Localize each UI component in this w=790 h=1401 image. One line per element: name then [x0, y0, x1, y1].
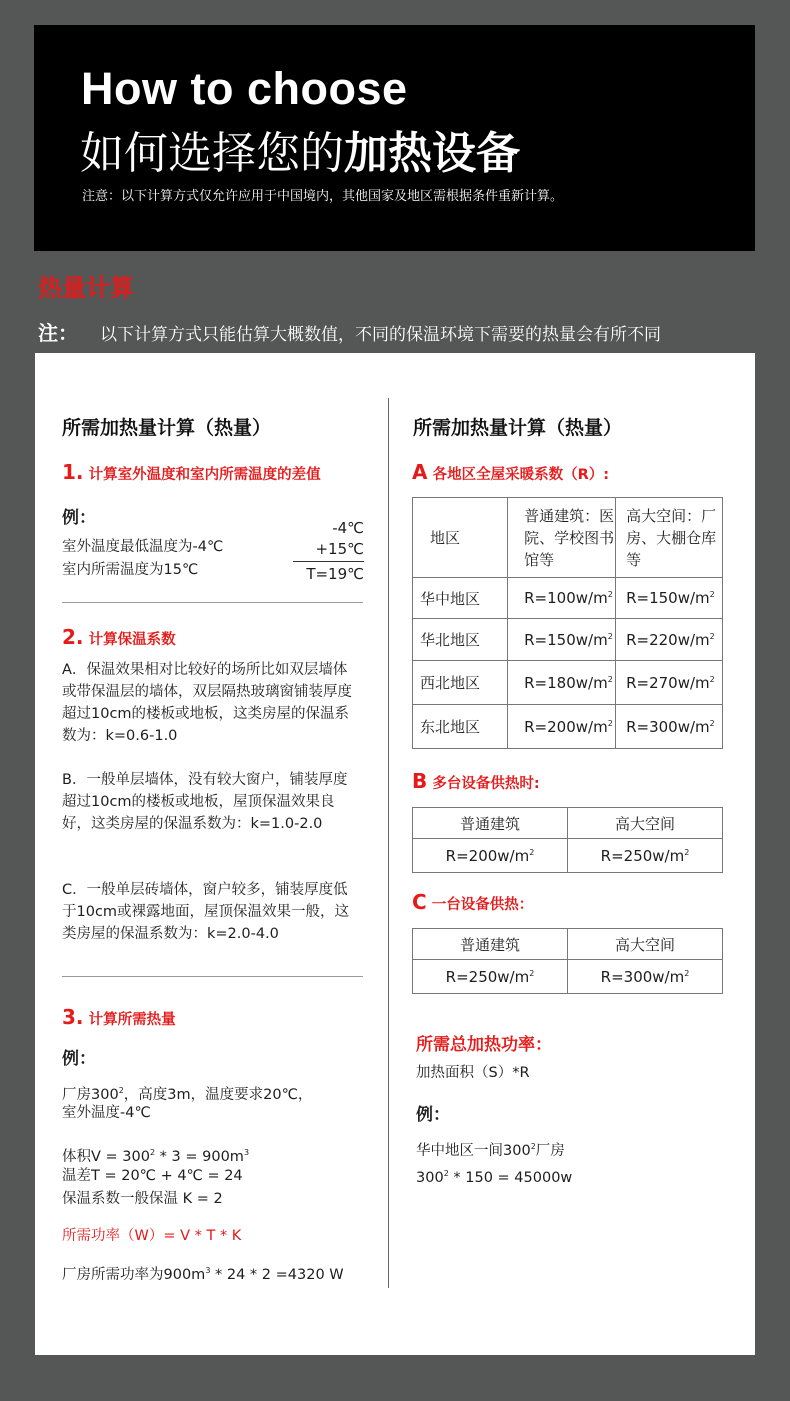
- sup-2: 2: [529, 847, 535, 857]
- value-cell: [508, 578, 616, 619]
- secC-letter: C: [412, 890, 427, 914]
- section-title: 热量计算: [38, 274, 134, 302]
- power-formula: 所需功率（W）= V * T * K: [62, 1228, 242, 1244]
- region-table: [412, 497, 723, 749]
- secB-letter: B: [412, 769, 428, 793]
- table-row: [413, 578, 723, 619]
- table-row: [413, 929, 723, 960]
- calc-result: T=19℃: [306, 565, 364, 583]
- value-cell: [568, 839, 723, 873]
- value-cell: [616, 578, 723, 619]
- value-cell: [413, 839, 568, 873]
- region-cell: 东北地区: [413, 705, 508, 749]
- value-text: R=220w/m: [626, 630, 710, 649]
- sup-2: 2: [607, 718, 613, 728]
- sup-2: 2: [709, 631, 715, 641]
- secA-label: 各地区全屋采暖系数（R）:: [432, 467, 610, 483]
- value-text: R=250w/m: [445, 967, 530, 986]
- value-text: R=150w/m: [524, 630, 608, 649]
- divider-2: [62, 976, 363, 977]
- total-power-title: 所需总加热功率：: [416, 1035, 552, 1055]
- value-text: R=150w/m: [626, 589, 710, 607]
- col-large: 高大空间：厂房、大棚仓库等: [616, 498, 723, 578]
- step1-num: 1.: [62, 460, 84, 484]
- temp-diff-line: 温差T = 20℃ + 4℃ = 24: [62, 1168, 243, 1184]
- value-text: R=180w/m: [524, 673, 608, 692]
- calc-line: [293, 561, 364, 562]
- sup-2: 2: [118, 1086, 124, 1095]
- region-cell: 华北地区: [413, 619, 508, 661]
- section-note: [38, 317, 661, 346]
- title-en: How to choose: [81, 63, 408, 114]
- value-cell: [508, 661, 616, 705]
- value-cell: [616, 661, 723, 705]
- value-text: R=300w/m: [600, 967, 685, 986]
- notice-text: 注意：以下计算方式仅允许应用于中国境内，其他国家及地区需根据条件重新计算。: [82, 189, 564, 204]
- step1-example-label: 例：: [62, 508, 96, 528]
- insulation-b: B．一般单层墙体，没有较大窗户，铺装厚度超过10cm的楼板或地板，屋顶保温效果良好，这类房屋的保温系数为：k=1.0-2.0: [62, 772, 348, 832]
- title-cn-normal: 如何选择您的: [80, 128, 344, 179]
- secA-title: [412, 460, 609, 484]
- ex-text-a: 厂房300: [62, 1086, 119, 1103]
- value-cell: [413, 960, 568, 994]
- divider-1: [62, 602, 363, 603]
- col-normal: 普通建筑: [413, 808, 568, 839]
- value-text: R=200w/m: [524, 717, 608, 736]
- calc-indoor: +15℃: [315, 540, 364, 558]
- sup-2: 2: [607, 631, 613, 641]
- step2-label: 计算保温系数: [88, 632, 176, 648]
- sup-3: 3: [205, 1266, 211, 1275]
- table-row: [413, 619, 723, 661]
- sup-2: 2: [709, 590, 715, 599]
- table-row: [413, 808, 723, 839]
- multi-device-table: [412, 807, 723, 873]
- sup-2: 2: [529, 968, 535, 978]
- secB-label: 多台设备供热时:: [432, 776, 540, 792]
- note-label: 注：: [38, 321, 78, 345]
- step1-line1: 室外温度最低温度为-4℃: [62, 539, 224, 555]
- region-table-header: [413, 498, 723, 578]
- table-row: [413, 705, 723, 749]
- step3-title: [62, 1005, 176, 1029]
- value-text: R=270w/m: [626, 673, 710, 692]
- total-ex-b: 厂房: [535, 1142, 565, 1159]
- sup-2: 2: [443, 1169, 449, 1178]
- step2-num: 2.: [62, 625, 84, 649]
- right-heading: 所需加热量计算（热量）: [413, 417, 623, 439]
- volume-line: [62, 1142, 249, 1168]
- coef-line: 保温系数一般保温 K = 2: [62, 1191, 223, 1207]
- sup-3: 3: [243, 1148, 250, 1157]
- step3-num: 3.: [62, 1005, 84, 1029]
- sup-2: 2: [684, 968, 690, 978]
- result-text-a: 厂房所需功率为900m: [62, 1266, 206, 1283]
- vol-text-b: * 3 = 900m: [155, 1148, 244, 1165]
- table-row: [413, 960, 723, 994]
- column-divider: [388, 398, 389, 1288]
- value-cell: [508, 619, 616, 661]
- step1-label: 计算室外温度和室内所需温度的差值: [88, 467, 321, 483]
- col-large: 高大空间: [568, 929, 723, 960]
- sup-2: 2: [709, 674, 715, 684]
- sup-2: 2: [607, 674, 613, 684]
- step1-line2: 室内所需温度为15℃: [62, 562, 199, 578]
- vol-text-a: 体积V = 300: [62, 1148, 150, 1165]
- step3-example-line2: 室外温度-4℃: [62, 1105, 151, 1121]
- calc-outdoor: -4℃: [332, 519, 364, 537]
- step1-title: [62, 460, 321, 484]
- step3-label: 计算所需热量: [88, 1012, 176, 1028]
- col-normal: 普通建筑: [413, 929, 568, 960]
- table-row: [413, 839, 723, 873]
- value-cell: [616, 619, 723, 661]
- secC-label: 一台设备供热：: [431, 897, 534, 913]
- region-cell: 西北地区: [413, 661, 508, 705]
- secB-title: [412, 769, 540, 793]
- value-text: R=200w/m: [445, 846, 530, 865]
- col-normal: 普通建筑：医院、学校图书馆等: [508, 498, 616, 578]
- secC-title: [412, 890, 533, 914]
- result-text-b: * 24 * 2 =4320 W: [210, 1266, 344, 1283]
- step3-example-label: 例：: [62, 1049, 96, 1069]
- col-large: 高大空间: [568, 808, 723, 839]
- total-calc-b: * 150 = 45000w: [448, 1169, 573, 1186]
- value-cell: [568, 960, 723, 994]
- title-cn-bold: 加热设备: [344, 128, 520, 179]
- step2-title: [62, 625, 176, 649]
- sup-2: 2: [530, 1142, 536, 1151]
- table-row: [413, 661, 723, 705]
- region-cell: 华中地区: [413, 578, 508, 619]
- total-power-formula: 加热面积（S）*R: [416, 1065, 530, 1081]
- total-example-label: 例：: [416, 1105, 450, 1125]
- left-heading: 所需加热量计算（热量）: [62, 417, 272, 439]
- content-panel: [35, 353, 755, 1355]
- title-cn: [80, 117, 520, 181]
- power-result: [62, 1260, 344, 1286]
- value-text: R=300w/m: [626, 717, 710, 736]
- sup-2: 2: [149, 1148, 156, 1157]
- total-calc: [416, 1163, 572, 1189]
- sup-2: 2: [684, 847, 690, 857]
- value-cell: [508, 705, 616, 749]
- sup-2: 2: [709, 718, 715, 728]
- sup-2: 2: [607, 590, 613, 599]
- total-ex-a: 华中地区一间300: [416, 1142, 531, 1159]
- single-device-table: [412, 928, 723, 994]
- hero-banner: [34, 25, 755, 251]
- value-text: R=100w/m: [524, 589, 608, 607]
- ex-text-b: ，高度3m，温度要求20℃，: [123, 1086, 313, 1103]
- insulation-a: A．保温效果相对比较好的场所比如双层墙体或带保温层的墙体，双层隔热玻璃窗铺装厚度超过10cm的楼板或地板，这类房屋的保温系数为：k=0.6-1.0: [62, 662, 352, 744]
- total-example-line1: [416, 1136, 565, 1162]
- value-cell: [616, 705, 723, 749]
- total-calc-a: 300: [416, 1169, 444, 1186]
- col-region: 地区: [413, 498, 508, 578]
- note-text: 以下计算方式只能估算大概数值，不同的保温环境下需要的热量会有所不同: [100, 325, 661, 345]
- insulation-c: C．一般单层砖墙体，窗户较多，铺装厚度低于10cm或裸露地面，屋顶保温效果一般，这类房屋的保温系数为：k=2.0-4.0: [62, 882, 350, 942]
- secA-letter: A: [412, 460, 428, 484]
- value-text: R=250w/m: [600, 846, 685, 865]
